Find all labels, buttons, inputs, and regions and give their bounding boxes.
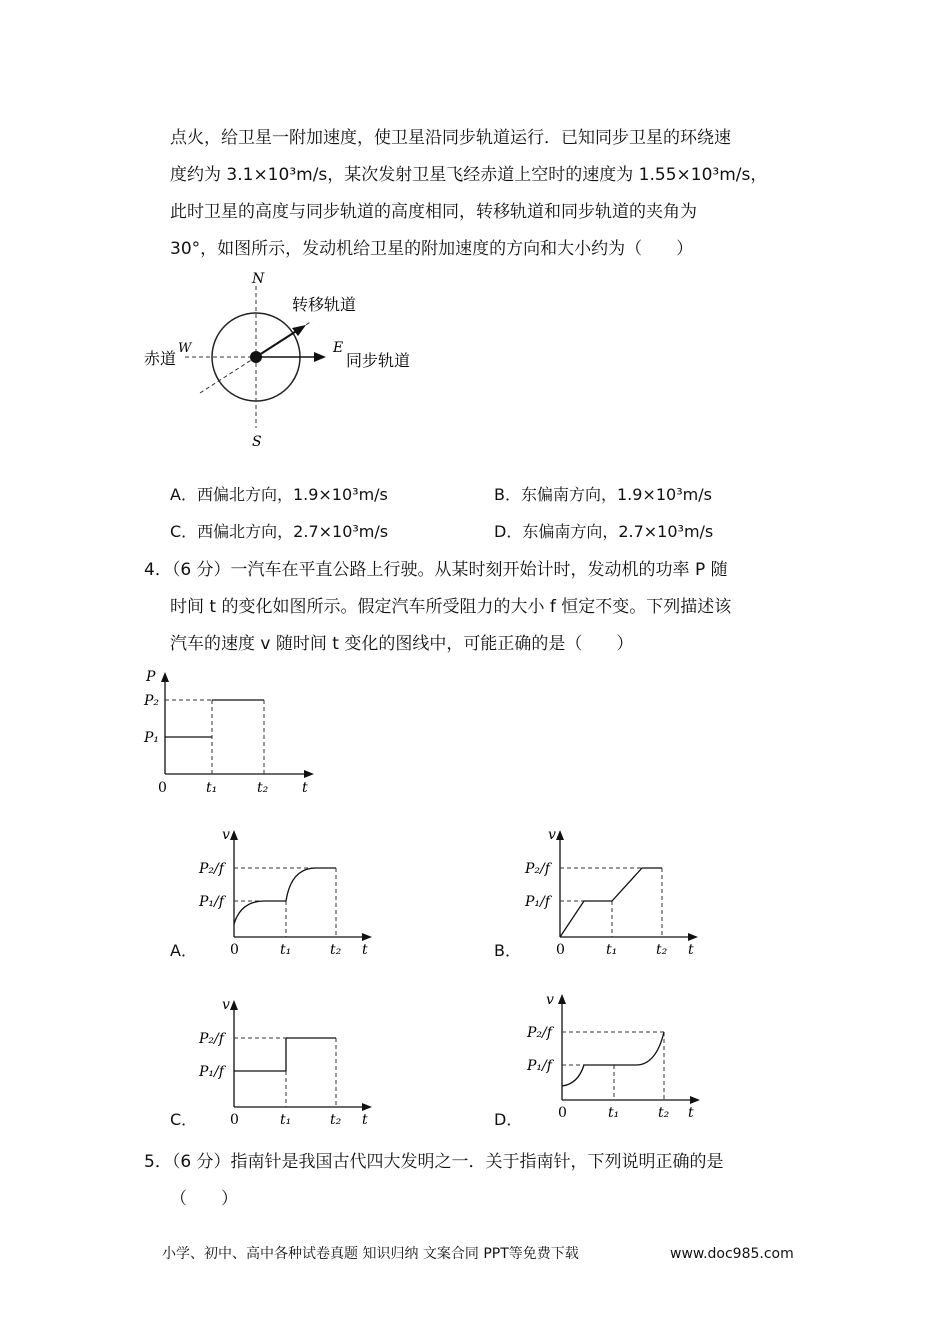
equator-label: 赤道: [144, 349, 177, 368]
t1-label: t₁: [206, 780, 218, 796]
q3-option-b: B．东偏南方向，1.9×10³m/s: [494, 485, 712, 504]
option-c-graph: [196, 992, 376, 1126]
q4-line-1: 4．（6 分）一汽车在平直公路上行驶。从某时刻开始计时，发动机的功率 P 随: [144, 560, 728, 580]
transfer-orbit-label: 转移轨道: [292, 295, 357, 314]
t-axis-label: t: [302, 780, 308, 796]
option-d-curve-2: [614, 1032, 664, 1065]
t1-label: t₁: [280, 1112, 292, 1126]
origin-label: 0: [558, 1105, 567, 1121]
east-label: E: [333, 340, 344, 356]
option-a-curve-2: [286, 868, 336, 901]
q4-line-3: 汽车的速度 v 随时间 t 变化的图线中，可能正确的是（ ）: [170, 634, 634, 654]
q3-line-4: 30°，如图所示，发动机给卫星的附加速度的方向和大小约为（ ）: [170, 239, 694, 259]
q3-option-a: A．西偏北方向，1.9×10³m/s: [170, 485, 388, 504]
q3-line-2: 度约为 3.1×10³m/s，某次发射卫星飞经赤道上空时的速度为 1.55×10³m/s，: [170, 165, 768, 185]
option-b-line: [560, 868, 662, 937]
t-axis-label: t: [362, 1112, 368, 1126]
q3-orbit-figure: [140, 268, 430, 458]
origin-label: 0: [230, 1112, 239, 1126]
option-d-curve-1: [562, 1065, 614, 1086]
p1f-label: P₁/f: [527, 1058, 552, 1074]
option-d-graph: [526, 988, 706, 1122]
q4-option-c: C．: [170, 1110, 198, 1129]
q5-line-2: （ ）: [170, 1189, 238, 1209]
q4-option-b: B．: [494, 941, 521, 960]
origin-label: 0: [556, 942, 565, 956]
satellite-dot: [250, 351, 262, 363]
north-label: N: [252, 271, 265, 287]
p2f-label: P₂/f: [527, 1025, 552, 1041]
option-a-curve-1: [234, 901, 286, 924]
p1-label: P₁: [144, 730, 160, 746]
v-axis-label: v: [222, 827, 230, 843]
t2-label: t₂: [330, 942, 342, 956]
v-axis-label: v: [548, 827, 556, 843]
p-axis-label: P: [146, 669, 156, 685]
footer-text: 小学、初中、高中各种试卷真题 知识归纳 文案合同 PPT等免费下载: [162, 1246, 579, 1262]
t-axis-label: t: [362, 942, 368, 956]
option-b-graph: [522, 822, 702, 956]
t1-label: t₁: [280, 942, 292, 956]
west-label: W: [178, 341, 192, 356]
origin-label: 0: [158, 780, 167, 796]
q3-line-3: 此时卫星的高度与同步轨道的高度相同，转移轨道和同步轨道的夹角为: [170, 202, 697, 222]
t1-label: t₁: [608, 1105, 620, 1121]
q4-line-2: 时间 t 的变化如图所示。假定汽车所受阻力的大小 f 恒定不变。下列描述该: [170, 597, 732, 617]
velocity-arrow: [256, 330, 298, 357]
p2f-label: P₂/f: [199, 861, 224, 877]
q5-line-1: 5．（6 分）指南针是我国古代四大发明之一．关于指南针，下列说明正确的是: [144, 1152, 724, 1172]
q3-line-1: 点火，给卫星一附加速度，使卫星沿同步轨道运行．已知同步卫星的环绕速: [170, 128, 731, 148]
t-axis-label: t: [688, 1105, 694, 1121]
option-a-graph: [196, 822, 376, 956]
p2-label: P₂: [144, 693, 160, 709]
t2-label: t₂: [330, 1112, 342, 1126]
t-axis-label: t: [688, 942, 694, 956]
sync-orbit-label: 同步轨道: [346, 351, 411, 370]
q3-option-c: C．西偏北方向，2.7×10³m/s: [170, 522, 389, 541]
q4-option-d: D．: [494, 1110, 523, 1129]
v-axis-label: v: [546, 992, 554, 1008]
sync-arrow-head: [314, 352, 326, 362]
p2f-label: P₂/f: [199, 1031, 224, 1047]
t2-label: t₂: [656, 942, 668, 956]
v-axis-label: v: [222, 997, 230, 1013]
south-label: S: [252, 434, 262, 450]
p2f-label: P₂/f: [525, 861, 550, 877]
footer-url[interactable]: www.doc985.com: [670, 1246, 794, 1262]
q3-option-d: D．东偏南方向，2.7×10³m/s: [494, 522, 714, 541]
p1f-label: P₁/f: [199, 1064, 224, 1080]
q4-option-a: A．: [170, 941, 197, 960]
p1f-label: P₁/f: [199, 894, 224, 910]
origin-label: 0: [230, 942, 239, 956]
p1f-label: P₁/f: [525, 894, 550, 910]
t2-label: t₂: [658, 1105, 670, 1121]
t2-label: t₂: [257, 780, 269, 796]
q4-power-time-graph: [140, 664, 320, 798]
t1-label: t₁: [606, 942, 618, 956]
